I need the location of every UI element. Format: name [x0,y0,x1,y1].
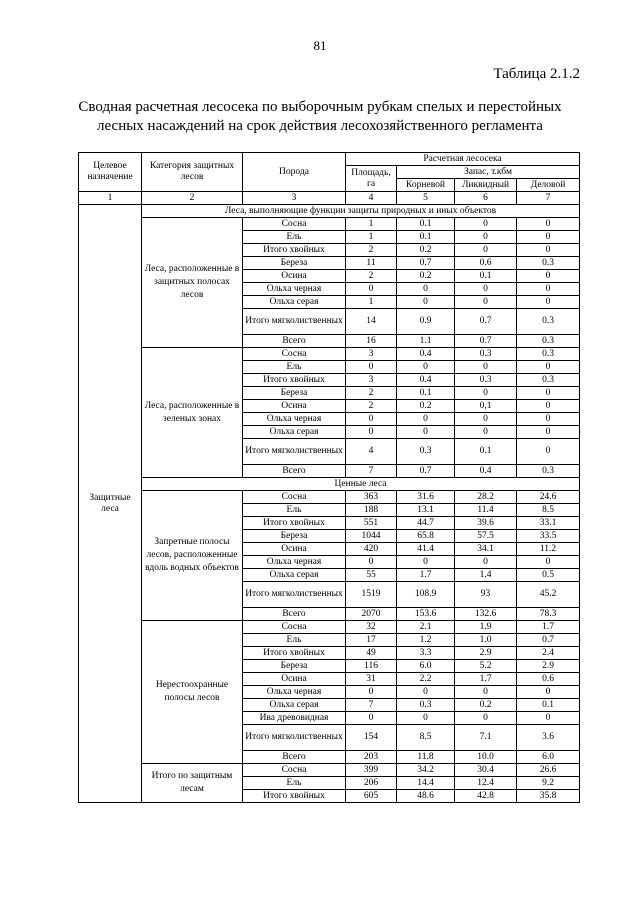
liquid-stock-cell: 12.4 [455,777,517,790]
header-liquid: Ликвидный [455,179,517,192]
root-stock-cell: 0.2 [397,400,455,413]
root-stock-cell: 0.3 [397,439,455,465]
col-num: 4 [346,192,397,205]
species-cell: Всего [243,608,346,621]
species-cell: Итого хвойных [243,517,346,530]
liquid-stock-cell: 93 [455,582,517,608]
liquid-stock-cell: 0.1 [455,439,517,465]
species-cell: Всего [243,751,346,764]
area-cell: 14 [346,309,397,335]
col-num: 6 [455,192,517,205]
section-protective-functions: Леса, выполняющие функции защиты природных и иных объектов [142,205,580,218]
species-cell: Ольха черная [243,686,346,699]
area-cell: 420 [346,543,397,556]
table-row [79,621,580,634]
area-cell: 2 [346,387,397,400]
species-cell: Ель [243,361,346,374]
section-row [79,205,580,218]
header-business: Деловой [517,179,580,192]
header-stock: Запас, т.кбм [397,166,580,179]
business-stock-cell: 9.2 [517,777,580,790]
header-category: Категория защитных лесов [142,153,243,192]
species-cell: Береза [243,387,346,400]
species-cell: Ольха серая [243,296,346,309]
root-stock-cell: 0.4 [397,348,455,361]
species-cell: Ольха черная [243,283,346,296]
root-stock-cell: 1.1 [397,335,455,348]
category-spawning-protection-strips: Нерестоохранные полосы лесов [142,621,243,764]
area-cell: 4 [346,439,397,465]
liquid-stock-cell: 0 [455,231,517,244]
business-stock-cell: 78.3 [517,608,580,621]
species-cell: Ольха серая [243,699,346,712]
business-stock-cell: 0 [517,439,580,465]
root-stock-cell: 0.2 [397,270,455,283]
species-cell: Всего [243,335,346,348]
header-allowable-cut: Расчетная лесосека [346,153,580,166]
area-cell: 2 [346,270,397,283]
title-line-2: лесных насаждений на срок действия лесохозяйственного регламента [97,118,543,134]
liquid-stock-cell: 1.4 [455,569,517,582]
root-stock-cell: 108.9 [397,582,455,608]
liquid-stock-cell: 0 [455,686,517,699]
area-cell: 188 [346,504,397,517]
species-cell: Итого хвойных [243,790,346,803]
header-root: Корневой [397,179,455,192]
business-stock-cell: 0 [517,283,580,296]
area-cell: 49 [346,647,397,660]
root-stock-cell: 1.2 [397,634,455,647]
area-cell: 0 [346,556,397,569]
business-stock-cell: 0.3 [517,465,580,478]
root-stock-cell: 3.3 [397,647,455,660]
liquid-stock-cell: 0 [455,361,517,374]
species-cell: Ель [243,777,346,790]
area-cell: 16 [346,335,397,348]
species-cell: Сосна [243,764,346,777]
species-cell: Ольха серая [243,569,346,582]
root-stock-cell: 31.6 [397,491,455,504]
business-stock-cell: 11.2 [517,543,580,556]
area-cell: 1044 [346,530,397,543]
area-cell: 7 [346,465,397,478]
liquid-stock-cell: 0 [455,244,517,257]
area-cell: 206 [346,777,397,790]
area-cell: 11 [346,257,397,270]
root-stock-cell: 0 [397,413,455,426]
business-stock-cell: 2.9 [517,660,580,673]
liquid-stock-cell: 0.7 [455,335,517,348]
area-cell: 2 [346,244,397,257]
page-number: 81 [313,38,327,53]
liquid-stock-cell: 1.7 [455,673,517,686]
area-cell: 1 [346,231,397,244]
root-stock-cell: 0.1 [397,231,455,244]
business-stock-cell: 0 [517,270,580,283]
species-cell: Всего [243,465,346,478]
business-stock-cell: 0.3 [517,335,580,348]
liquid-stock-cell: 30.4 [455,764,517,777]
category-green-zones: Леса, расположенные в зеленых зонах [142,348,243,478]
area-cell: 0 [346,426,397,439]
species-cell: Итого хвойных [243,647,346,660]
business-stock-cell: 0 [517,400,580,413]
liquid-stock-cell: 0.1 [455,270,517,283]
species-cell: Осина [243,673,346,686]
area-cell: 2070 [346,608,397,621]
species-cell: Ива древовидная [243,712,346,725]
liquid-stock-cell: 0 [455,426,517,439]
area-cell: 0 [346,686,397,699]
business-stock-cell: 0 [517,556,580,569]
column-numbers-row [79,192,580,205]
liquid-stock-cell: 1.9 [455,621,517,634]
liquid-stock-cell: 10.0 [455,751,517,764]
col-num: 7 [517,192,580,205]
liquid-stock-cell: 0 [455,712,517,725]
root-stock-cell: 0 [397,296,455,309]
table-row [79,491,580,504]
business-stock-cell: 0.7 [517,634,580,647]
business-stock-cell: 26.6 [517,764,580,777]
area-cell: 1 [346,296,397,309]
species-cell: Ель [243,231,346,244]
root-stock-cell: 0.1 [397,387,455,400]
col-num: 2 [142,192,243,205]
species-cell: Осина [243,400,346,413]
root-stock-cell: 0 [397,686,455,699]
species-cell: Береза [243,257,346,270]
liquid-stock-cell: 132.6 [455,608,517,621]
col-num: 5 [397,192,455,205]
species-cell: Итого хвойных [243,374,346,387]
liquid-stock-cell: 57.5 [455,530,517,543]
species-cell: Итого мягколиственных [243,582,346,608]
business-stock-cell: 33.5 [517,530,580,543]
allowable-cut-table [78,152,580,803]
business-stock-cell: 0 [517,387,580,400]
business-stock-cell: 0 [517,361,580,374]
root-stock-cell: 0 [397,283,455,296]
business-stock-cell: 0.3 [517,374,580,387]
root-stock-cell: 0.4 [397,374,455,387]
area-cell: 0 [346,712,397,725]
table-row [79,348,580,361]
header-area: Площадь, га [346,166,397,192]
species-cell: Сосна [243,218,346,231]
liquid-stock-cell: 0.4 [455,465,517,478]
liquid-stock-cell: 0 [455,387,517,400]
species-cell: Итого мягколиственных [243,439,346,465]
business-stock-cell: 24.6 [517,491,580,504]
business-stock-cell: 0.6 [517,673,580,686]
business-stock-cell: 0 [517,218,580,231]
root-stock-cell: 0.2 [397,244,455,257]
root-stock-cell: 44.7 [397,517,455,530]
header-species: Порода [243,153,346,192]
business-stock-cell: 0 [517,686,580,699]
purpose-cell: Защитные леса [79,205,142,803]
species-cell: Сосна [243,621,346,634]
liquid-stock-cell: 0.3 [455,348,517,361]
area-cell: 55 [346,569,397,582]
category-water-protection-strips: Запретные полосы лесов, расположенные вдоль водных объектов [142,491,243,621]
business-stock-cell: 0.1 [517,699,580,712]
area-cell: 0 [346,413,397,426]
area-cell: 2 [346,400,397,413]
business-stock-cell: 0 [517,244,580,257]
root-stock-cell: 0.7 [397,257,455,270]
business-stock-cell: 2.4 [517,647,580,660]
liquid-stock-cell: 0 [455,218,517,231]
species-cell: Ель [243,504,346,517]
business-stock-cell: 35.8 [517,790,580,803]
liquid-stock-cell: 2.9 [455,647,517,660]
species-cell: Ольха черная [243,556,346,569]
liquid-stock-cell: 42.8 [455,790,517,803]
category-total-protective: Итого по защитным лесам [142,764,243,803]
business-stock-cell: 0 [517,712,580,725]
root-stock-cell: 0.1 [397,218,455,231]
col-num: 1 [79,192,142,205]
liquid-stock-cell: 1.0 [455,634,517,647]
section-row [79,478,580,491]
table-row [79,764,580,777]
root-stock-cell: 0 [397,426,455,439]
root-stock-cell: 11.8 [397,751,455,764]
business-stock-cell: 6.0 [517,751,580,764]
business-stock-cell: 0 [517,413,580,426]
root-stock-cell: 8.5 [397,725,455,751]
species-cell: Ольха черная [243,413,346,426]
area-cell: 551 [346,517,397,530]
business-stock-cell: 0 [517,426,580,439]
area-cell: 399 [346,764,397,777]
area-cell: 116 [346,660,397,673]
area-cell: 31 [346,673,397,686]
species-cell: Ольха серая [243,426,346,439]
root-stock-cell: 0.3 [397,699,455,712]
area-cell: 363 [346,491,397,504]
root-stock-cell: 34.2 [397,764,455,777]
liquid-stock-cell: 7.1 [455,725,517,751]
species-cell: Береза [243,530,346,543]
area-cell: 154 [346,725,397,751]
business-stock-cell: 0.5 [517,569,580,582]
area-cell: 0 [346,361,397,374]
area-cell: 3 [346,348,397,361]
root-stock-cell: 41.4 [397,543,455,556]
area-cell: 203 [346,751,397,764]
business-stock-cell: 33.1 [517,517,580,530]
species-cell: Сосна [243,348,346,361]
liquid-stock-cell: 0 [455,556,517,569]
business-stock-cell: 0.3 [517,348,580,361]
species-cell: Осина [243,270,346,283]
header-purpose: Целевое назначение [79,153,142,192]
area-cell: 7 [346,699,397,712]
species-cell: Сосна [243,491,346,504]
liquid-stock-cell: 0.7 [455,309,517,335]
root-stock-cell: 2.2 [397,673,455,686]
area-cell: 1519 [346,582,397,608]
area-cell: 32 [346,621,397,634]
liquid-stock-cell: 0.6 [455,257,517,270]
area-cell: 0 [346,283,397,296]
business-stock-cell: 0.3 [517,257,580,270]
root-stock-cell: 0 [397,712,455,725]
species-cell: Береза [243,660,346,673]
business-stock-cell: 3.6 [517,725,580,751]
species-cell: Итого мягколиственных [243,725,346,751]
area-cell: 3 [346,374,397,387]
business-stock-cell: 8.5 [517,504,580,517]
root-stock-cell: 65.8 [397,530,455,543]
liquid-stock-cell: 5.2 [455,660,517,673]
root-stock-cell: 48.6 [397,790,455,803]
section-valuable-forests: Ценные леса [142,478,580,491]
liquid-stock-cell: 0.2 [455,699,517,712]
species-cell: Итого мягколиственных [243,309,346,335]
liquid-stock-cell: 0 [455,413,517,426]
liquid-stock-cell: 0.3 [455,374,517,387]
table-row [79,218,580,231]
root-stock-cell: 0.7 [397,465,455,478]
area-cell: 17 [346,634,397,647]
root-stock-cell: 13.1 [397,504,455,517]
root-stock-cell: 0.9 [397,309,455,335]
species-cell: Ель [243,634,346,647]
business-stock-cell: 1.7 [517,621,580,634]
root-stock-cell: 1.7 [397,569,455,582]
root-stock-cell: 153.6 [397,608,455,621]
liquid-stock-cell: 0 [455,283,517,296]
document-title [70,98,570,136]
business-stock-cell: 0 [517,231,580,244]
root-stock-cell: 14.4 [397,777,455,790]
liquid-stock-cell: 34.1 [455,543,517,556]
root-stock-cell: 2.1 [397,621,455,634]
business-stock-cell: 0.3 [517,309,580,335]
liquid-stock-cell: 11.4 [455,504,517,517]
root-stock-cell: 0 [397,361,455,374]
liquid-stock-cell: 0 [455,296,517,309]
table-label: Таблица 2.1.2 [493,66,580,82]
species-cell: Осина [243,543,346,556]
business-stock-cell: 45.2 [517,582,580,608]
root-stock-cell: 6.0 [397,660,455,673]
root-stock-cell: 0 [397,556,455,569]
species-cell: Итого хвойных [243,244,346,257]
liquid-stock-cell: 0,1 [455,400,517,413]
liquid-stock-cell: 39.6 [455,517,517,530]
col-num: 3 [243,192,346,205]
area-cell: 1 [346,218,397,231]
area-cell: 605 [346,790,397,803]
business-stock-cell: 0 [517,296,580,309]
title-line-1: Сводная расчетная лесосека по выборочным рубкам спелых и перестойных [78,99,562,115]
category-protective-strips: Леса, расположенные в защитных полосах лесов [142,218,243,348]
liquid-stock-cell: 28.2 [455,491,517,504]
